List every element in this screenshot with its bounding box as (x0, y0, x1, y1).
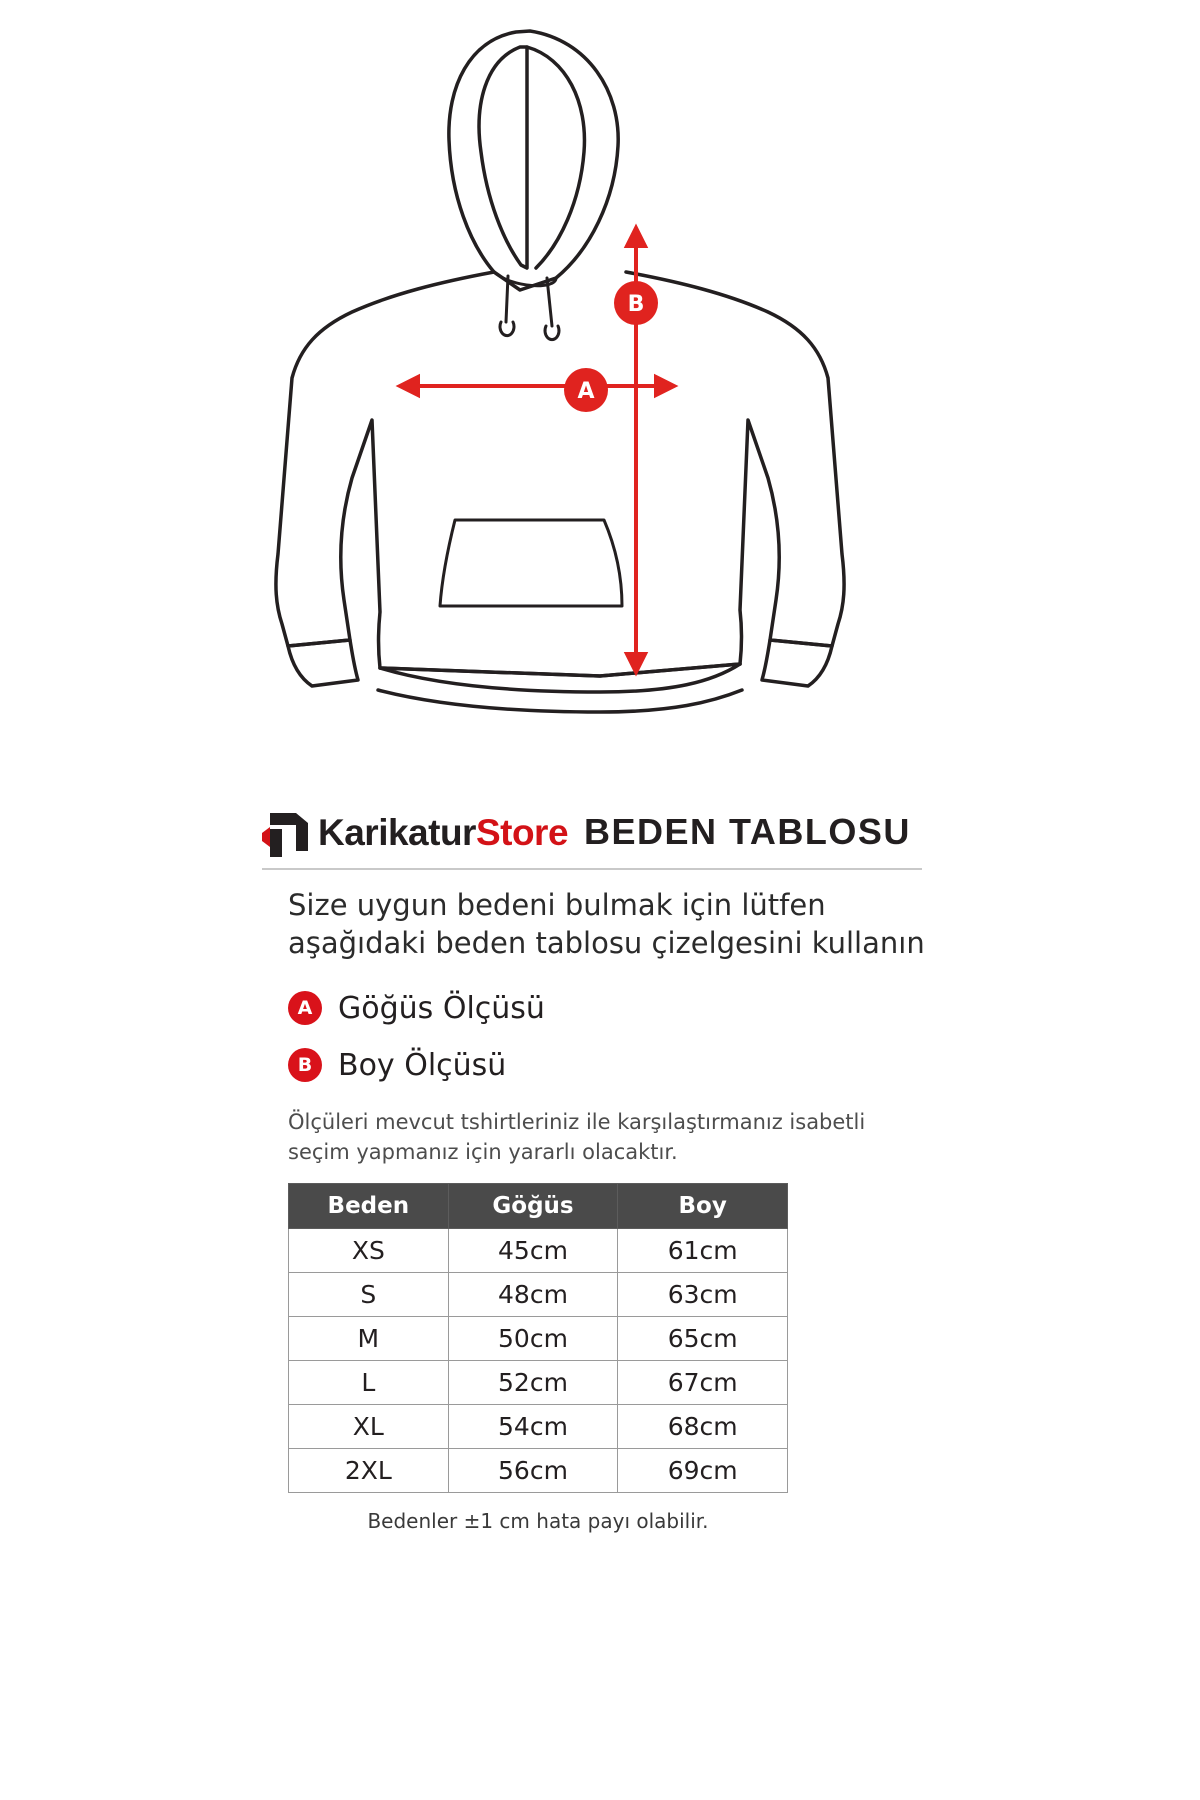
cell-size: L (289, 1361, 449, 1405)
cell-length: 65cm (618, 1317, 788, 1361)
cell-length: 63cm (618, 1273, 788, 1317)
page-title: BEDEN TABLOSU (584, 811, 911, 852)
cell-chest: 54cm (448, 1405, 618, 1449)
note-line-2: seçim yapmanız için yararlı olacaktır. (288, 1139, 678, 1164)
cell-length: 67cm (618, 1361, 788, 1405)
intro-line-1: Size uygun bedeni bulmak için lütfen (288, 888, 826, 922)
intro-text (288, 886, 988, 963)
cell-chest: 52cm (448, 1361, 618, 1405)
legend-item-b (288, 1048, 1200, 1083)
hoodie-illustration (0, 0, 1200, 780)
table-row (289, 1405, 788, 1449)
legend-item-a (288, 991, 1200, 1026)
legend-badge-a-icon: A (288, 991, 322, 1025)
cell-size: 2XL (289, 1449, 449, 1493)
brand-name-part2: Store (475, 811, 569, 853)
svg-text:B: B (627, 292, 645, 317)
cell-chest: 48cm (448, 1273, 618, 1317)
measure-b-badge (614, 281, 658, 325)
table-header-beden: Beden (289, 1184, 449, 1229)
cell-chest: 56cm (448, 1449, 618, 1493)
tolerance-footnote: Bedenler ±1 cm hata payı olabilir. (367, 1509, 709, 1534)
brand-wordmark (318, 811, 569, 853)
brand-header (262, 802, 1200, 862)
cell-chest: 45cm (448, 1229, 618, 1273)
cell-size: XS (289, 1229, 449, 1273)
table-header-boy: Boy (618, 1184, 788, 1229)
intro-line-2: aşağıdaki beden tablosu çizelgesini kullanın (288, 926, 925, 961)
note-line-1: Ölçüleri mevcut tshirtleriniz ile karşılaştırmanız isabetli (288, 1109, 866, 1134)
legend-label-a: Göğüs Ölçüsü (338, 990, 545, 1026)
cell-size: M (289, 1317, 449, 1361)
legend-list (288, 991, 1200, 1083)
table-header-row (289, 1184, 788, 1229)
measure-a-badge (564, 368, 608, 412)
karikaturstore-logo-icon (262, 807, 308, 857)
cell-size: XL (289, 1405, 449, 1449)
table-row (289, 1317, 788, 1361)
table-row (289, 1449, 788, 1493)
table-row (289, 1229, 788, 1273)
brand-name-part1: Karikatur (318, 811, 476, 853)
legend-badge-b-icon: B (288, 1048, 322, 1082)
legend-label-b: Boy Ölçüsü (338, 1047, 507, 1083)
header-divider (262, 868, 922, 870)
table-row (289, 1361, 788, 1405)
cell-size: S (289, 1273, 449, 1317)
comparison-note (288, 1107, 948, 1168)
cell-length: 61cm (618, 1229, 788, 1273)
svg-text:A: A (577, 379, 595, 404)
size-table (288, 1183, 788, 1493)
cell-length: 69cm (618, 1449, 788, 1493)
size-chart-content (0, 790, 1200, 1533)
table-header-gogus: Göğüs (448, 1184, 618, 1229)
cell-chest: 50cm (448, 1317, 618, 1361)
table-row (289, 1273, 788, 1317)
cell-length: 68cm (618, 1405, 788, 1449)
